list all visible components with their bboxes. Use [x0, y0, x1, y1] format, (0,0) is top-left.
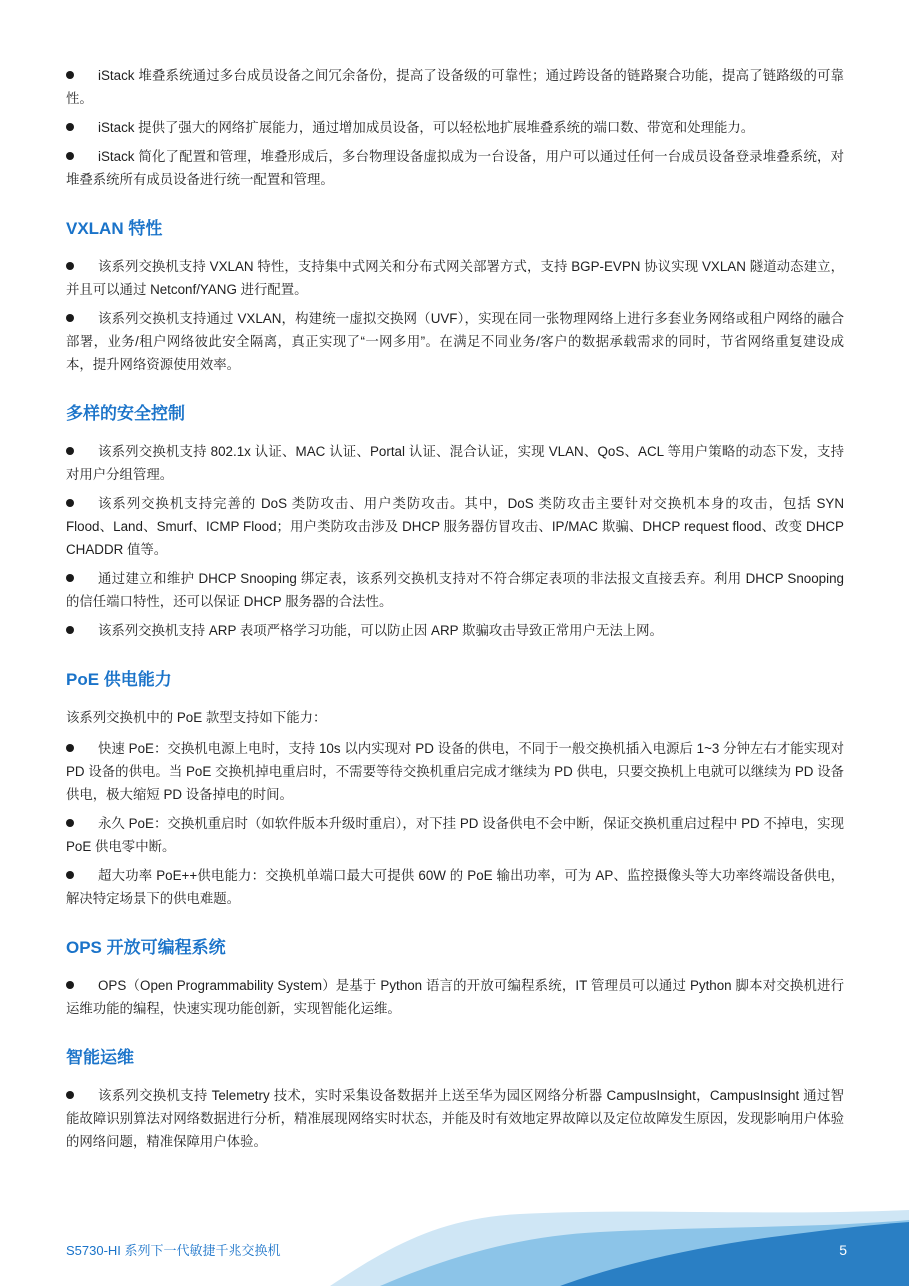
bullet-icon [66, 871, 74, 879]
footer-document-title: S5730-HI 系列下一代敏捷千兆交换机 [66, 1243, 281, 1258]
list-item: 该系列交换机支持完善的 DoS 类防攻击、用户类防攻击。其中，DoS 类防攻击主要针对交换机本身的攻击，包括 SYN Flood、Land、Smurf、ICMP Flood；用户类防攻击涉及 DHCP 服务器仿冒攻击、IP/MAC 欺骗、DHCP request flood、改变 DHCP CHADDR 值等。 [66, 496, 844, 557]
section-intro: 该系列交换机中的 PoE 款型支持如下能力： [66, 710, 327, 725]
list-item: 该系列交换机支持 802.1x 认证、MAC 认证、Portal 认证、混合认证，实现 VLAN、QoS、ACL 等用户策略的动态下发，支持对用户分组管理。 [66, 444, 844, 482]
section-heading: PoE 供电能力 [66, 670, 172, 689]
list-item: 永久 PoE：交换机重启时（如软件版本升级时重启），对下挂 PD 设备供电不会中断，保证交换机重启过程中 PD 不掉电，实现 PoE 供电零中断。 [66, 816, 844, 854]
section-vxlan [66, 217, 844, 376]
section-poe [66, 668, 844, 910]
page-number: 5 [839, 1242, 847, 1258]
list-item: iStack 提供了强大的网络扩展能力，通过增加成员设备，可以轻松地扩展堆叠系统的端口数、带宽和处理能力。 [66, 116, 844, 139]
list-item: 该系列交换机支持 ARP 表项严格学习功能，可以防止因 ARP 欺骗攻击导致正常用户无法上网。 [66, 619, 844, 642]
section-heading: 智能运维 [66, 1048, 134, 1067]
bullet-icon [66, 819, 74, 827]
section-smart-ops [66, 1046, 844, 1153]
list-item: OPS（Open Programmability System）是基于 Python 语言的开放可编程系统，IT 管理员可以通过 Python 脚本对交换机进行运维功能的编程，快速实现功能创新，实现智能化运维。 [66, 978, 844, 1016]
bullet-icon [66, 744, 74, 752]
section-heading: 多样的安全控制 [66, 404, 185, 423]
bullet-icon [66, 314, 74, 322]
bullet-icon [66, 1091, 74, 1099]
bullet-icon [66, 262, 74, 270]
bullet-icon [66, 626, 74, 634]
list-item: 该系列交换机支持 Telemetry 技术，实时采集设备数据并上送至华为园区网络分析器 CampusInsight，CampusInsight 通过智能故障识别算法对网络数据进行分析，精准展现网络实时状态，并能及时有效地定界故障以及定位故障发生原因，发现影响用户体验的网络问题，精准保障用户体验。 [66, 1088, 844, 1149]
bullet-icon [66, 574, 74, 582]
section-heading: VXLAN 特性 [66, 219, 163, 238]
list-item: 该系列交换机支持 VXLAN 特性，支持集中式网关和分布式网关部署方式，支持 BGP-EVPN 协议实现 VXLAN 隧道动态建立，并且可以通过 Netconf/YANG 进行配置。 [66, 259, 844, 297]
list-item: 通过建立和维护 DHCP Snooping 绑定表，该系列交换机支持对不符合绑定表项的非法报文直接丢弃。利用 DHCP Snooping 的信任端口特性，还可以保证 DHCP 服务器的合法性。 [66, 571, 844, 609]
intro-bullet-list [66, 64, 844, 191]
bullet-icon [66, 981, 74, 989]
list-item: iStack 简化了配置和管理，堆叠形成后，多台物理设备虚拟成为一台设备，用户可以通过任何一台成员设备登录堆叠系统，对堆叠系统所有成员设备进行统一配置和管理。 [66, 149, 844, 187]
section-ops [66, 936, 844, 1020]
bullet-icon [66, 71, 74, 79]
list-item: iStack 堆叠系统通过多台成员设备之间冗余备份，提高了设备级的可靠性；通过跨设备的链路聚合功能，提高了链路级的可靠性。 [66, 68, 844, 106]
section-heading: OPS 开放可编程系统 [66, 938, 226, 957]
bullet-icon [66, 152, 74, 160]
bullet-icon [66, 447, 74, 455]
bullet-icon [66, 123, 74, 131]
list-item: 该系列交换机支持通过 VXLAN，构建统一虚拟交换网（UVF），实现在同一张物理网络上进行多套业务网络或租户网络的融合部署，业务/租户网络彼此安全隔离，真正实现了“一网多用”。在满足不同业务/客户的数据承载需求的同时，节省网络重复建设成本，提升网络资源使用效率。 [66, 311, 844, 372]
section-security [66, 402, 844, 642]
list-item: 快速 PoE：交换机电源上电时，支持 10s 以内实现对 PD 设备的供电，不同于一般交换机插入电源后 1~3 分钟左右才能实现对 PD 设备的供电。当 PoE 交换机掉电重启时，不需要等待交换机重启完成才继续为 PD 供电，只要交换机上电就可以继续为 PD 设备供电，极大缩短 PD 设备掉电的时间。 [66, 741, 844, 802]
document-body [66, 64, 844, 1159]
list-item: 超大功率 PoE++供电能力：交换机单端口最大可提供 60W 的 PoE 输出功率，可为 AP、监控摄像头等大功率终端设备供电，解决特定场景下的供电难题。 [66, 868, 844, 906]
bullet-icon [66, 499, 74, 507]
